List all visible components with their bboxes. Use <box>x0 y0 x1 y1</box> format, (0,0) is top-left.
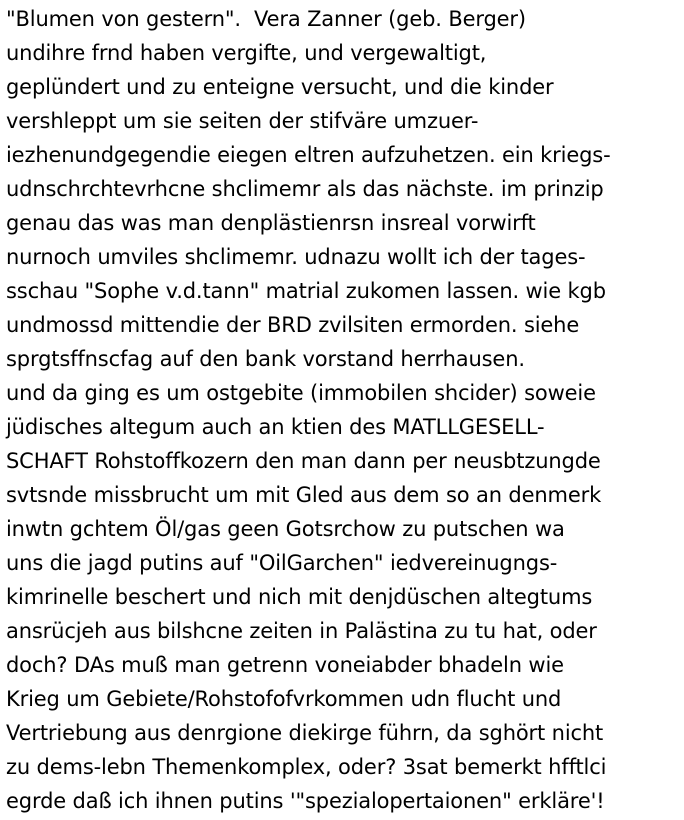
text-line: Krieg um Gebiete/Rohstofofvrkommen udn flucht und <box>6 687 562 711</box>
text-line: geplündert und zu enteigne versucht, und die kinder <box>6 75 554 99</box>
text-line: ansrücjeh aus bilshcne zeiten in Palästina zu tu hat, oder <box>6 619 597 643</box>
text-line: uns die jagd putins auf "OilGarchen" iedvereinugngs- <box>6 551 558 575</box>
text-line: "Blumen von gestern". Vera Zanner (geb. Berger) <box>6 7 526 31</box>
text-line: iezhenundgegendie eiegen eltren aufzuhetzen. ein kriegs- <box>6 143 611 167</box>
text-line: nurnoch umviles shclimemr. udnazu wollt ich der tages- <box>6 245 586 269</box>
text-line: genau das was man denplästienrsn insreal vorwirft <box>6 211 536 235</box>
text-line: sschau "Sophe v.d.tann" matrial zukomen lassen. wie kgb <box>6 279 606 303</box>
text-line: udnschrchtevrhcne shclimemr als das nächste. im prinzip <box>6 177 604 201</box>
text-line: undihre frnd haben vergifte, und vergewaltigt, <box>6 41 487 65</box>
text-line: und da ging es um ostgebite (immobilen shcider) soweie <box>6 381 596 405</box>
text-line: Vertriebung aus denrgione diekirge führn, da sghört nicht <box>6 721 604 745</box>
text-line: doch? DAs muß man getrenn voneiabder bhadeln wie <box>6 653 564 677</box>
text-line: vershleppt um sie seiten der stifväre umzuer- <box>6 109 479 133</box>
text-line: SCHAFT Rohstoffkozern den man dann per neusbtzungde <box>6 449 601 473</box>
text-line: jüdisches altegum auch an ktien des MATLLGESELL- <box>6 415 545 439</box>
text-line: inwtn gchtem Öl/gas geen Gotsrchow zu putschen wa <box>6 517 565 541</box>
text-line: svtsnde missbrucht um mit Gled aus dem so an denmerk <box>6 483 602 507</box>
text-line: sprgtsffnscfag auf den bank vorstand herrhausen. <box>6 347 525 371</box>
text-line: kimrinelle beschert und nich mit denjdüschen altegtums <box>6 585 593 609</box>
text-line: egrde daß ich ihnen putins '"spezialopertaionen" erkläre'! <box>6 789 605 813</box>
text-line: zu dems-lebn Themenkomplex, oder? 3sat bemerkt hfftlci <box>6 755 607 779</box>
text-line: undmossd mittendie der BRD zvilsiten ermorden. siehe <box>6 313 580 337</box>
document-text <box>6 2 682 818</box>
